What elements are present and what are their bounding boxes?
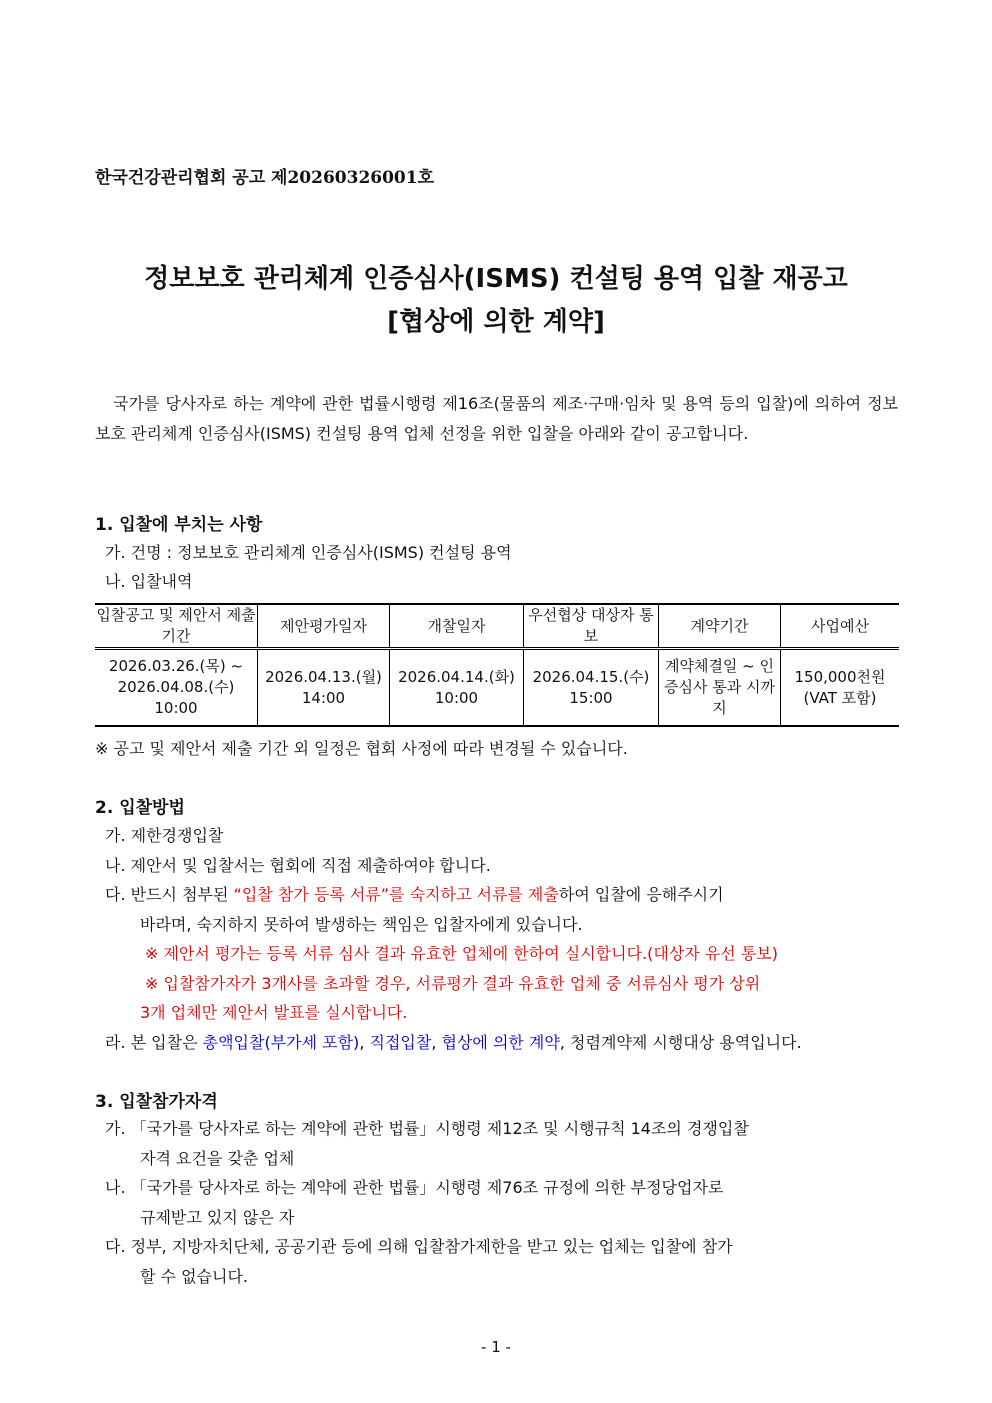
list-line	[105, 1116, 900, 1139]
highlighted-text: “입찰 참가 등록 서류”를 숙지하고 서류를 제출	[233, 885, 559, 904]
item-na: 나. 입찰내역	[105, 572, 193, 591]
list-line	[105, 1175, 900, 1198]
table-header: 입찰공고 및 제안서 제출 기간	[95, 604, 258, 649]
intro-paragraph: 국가를 당사자로 하는 계약에 관한 법률시행령 제16조(물품의 제조·구매·임차 및 용역 등의 입찰)에 의하여 정보보호 관리체계 인증심사(ISMS) 컨설팅 용역 업체 선정을 위한 입찰을 아래와 같이 공고합니다.	[95, 394, 898, 443]
list-line	[140, 1146, 935, 1169]
text-segment: 다. 정부, 지방자치단체, 공공기관 등에 의해 입찰참가제한을 받고 있는 업체는 입찰에 참가	[105, 1237, 733, 1256]
table-cell: 2026.03.26.(목) ~ 2026.04.08.(수) 10:00	[95, 649, 258, 727]
list-line	[105, 823, 900, 846]
text-segment: 가. 제한경쟁입찰	[105, 826, 224, 845]
table-header: 개찰일자	[390, 604, 524, 649]
text-segment: 가. 「국가를 당사자로 하는 계약에 관한 법률」시행령 제12조 및 시행규칙 14조의 경쟁입찰	[105, 1119, 749, 1138]
text-segment: ,	[431, 1032, 442, 1052]
table-header: 우선협상 대상자 통보	[524, 604, 659, 649]
table-cell: 150,000천원 (VAT 포함)	[781, 649, 900, 727]
list-line	[105, 1234, 900, 1257]
text-segment: 나. 제안서 및 입찰서는 협회에 직접 제출하여야 합니다.	[105, 855, 491, 875]
section-3-heading: 3. 입찰참가자격	[95, 1092, 218, 1112]
list-line	[145, 941, 940, 964]
text-segment: 할 수 없습니다.	[140, 1266, 248, 1286]
text-segment: 나. 「국가를 당사자로 하는 계약에 관한 법률」시행령 제76조 규정에 의한 부정당업자로	[105, 1178, 724, 1197]
table-cell: 2026.04.13.(월) 14:00	[258, 649, 390, 727]
text-segment: ,	[359, 1032, 370, 1052]
table-header: 사업예산	[781, 604, 900, 649]
table-header: 제안평가일자	[258, 604, 390, 649]
text-segment: 자격 요건을 갖춘 업체	[140, 1148, 295, 1168]
text-segment: 다. 반드시 첨부된	[105, 885, 234, 904]
table-cell: 2026.04.15.(수) 15:00	[524, 649, 659, 727]
table-cell: 계약체결일 ~ 인증심사 통과 시까지	[659, 649, 781, 727]
table-header-row	[95, 604, 899, 649]
text-segment: 바라며, 숙지하지 못하여 발생하는 책임은 입찰자에게 있습니다.	[140, 914, 583, 934]
document-subtitle: [협상에 의한 계약]	[387, 307, 605, 337]
highlighted-text: 직접입찰	[369, 1032, 432, 1052]
table-header: 계약기간	[659, 604, 781, 649]
item-ga: 가. 건명 : 정보보호 관리체계 인증심사(ISMS) 컨설팅 용역	[105, 543, 512, 562]
highlighted-text: 3개 업체만 제안서 발표를 실시합니다.	[140, 1003, 408, 1022]
list-line	[140, 912, 935, 935]
document-title: 정보보호 관리체계 인증심사(ISMS) 컨설팅 용역 입찰 재공고	[144, 264, 848, 294]
list-line	[105, 1030, 900, 1053]
text-segment: 라. 본 입찰은	[105, 1032, 203, 1052]
list-line	[140, 1205, 935, 1228]
highlighted-text: ※ 입찰참가자가 3개사를 초과할 경우, 서류평가 결과 유효한 업체 중 서류심사 평가 상위	[145, 973, 761, 993]
page-number: - 1 -	[481, 1338, 511, 1356]
list-line	[145, 971, 940, 994]
list-line	[105, 853, 900, 876]
text-segment: , 청렴계약제 시행대상 용역입니다.	[559, 1032, 802, 1052]
text-segment: 규제받고 있지 않은 자	[140, 1207, 295, 1227]
list-line	[140, 1000, 935, 1023]
list-line	[105, 882, 900, 905]
notice-number: 한국건강관리협회 공고 제20260326001호	[95, 168, 435, 188]
text-segment: 하여 입찰에 응해주시기	[558, 885, 724, 904]
section-1-heading: 1. 입찰에 부치는 사항	[95, 515, 263, 535]
table-row	[95, 649, 899, 727]
bid-schedule-table	[95, 603, 899, 727]
highlighted-text: ※ 제안서 평가는 등록 서류 심사 결과 유효한 업체에 한하여 실시합니다.(대상자 유선 통보)	[145, 944, 778, 963]
section-2-heading: 2. 입찰방법	[95, 798, 185, 818]
highlighted-text: 총액입찰(부가세 포함)	[202, 1032, 360, 1052]
list-line	[140, 1264, 935, 1287]
schedule-note: ※ 공고 및 제안서 제출 기간 외 일정은 협회 사정에 따라 변경될 수 있습니다.	[95, 739, 628, 758]
highlighted-text: 협상에 의한 계약	[441, 1032, 560, 1052]
table-cell: 2026.04.14.(화) 10:00	[390, 649, 524, 727]
